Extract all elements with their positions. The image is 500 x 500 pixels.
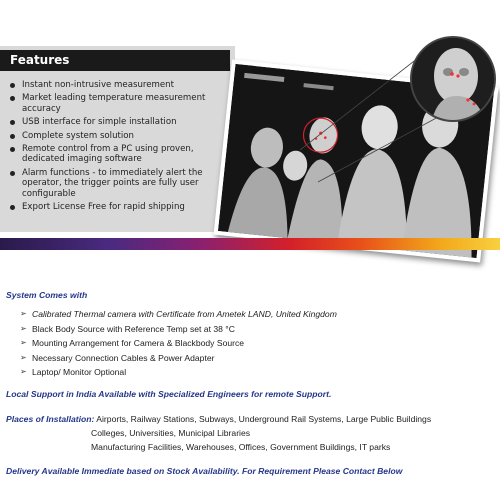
feature-item: Complete system solution <box>8 131 230 141</box>
list-item: ➢ Mounting Arrangement for Camera & Blackbody Source <box>20 336 337 351</box>
delivery-note: Delivery Available Immediate based on Stock Availability. For Requirement Please Contact Below <box>6 466 403 476</box>
support-note: Local Support in India Available with Specialized Engineers for remote Support. <box>6 389 332 399</box>
places-line-1: Airports, Railway Stations, Subways, Underground Rail Systems, Large Public Buildings <box>96 414 432 424</box>
bullet-icon <box>10 205 15 210</box>
list-item: ➢ Calibrated Thermal camera with Certificate from Ametek LAND, United Kingdom <box>20 307 337 322</box>
features-title: Features <box>0 50 230 71</box>
arrow-icon: ➢ <box>20 323 27 333</box>
arrow-icon: ➢ <box>20 367 27 377</box>
bullet-icon <box>10 83 15 88</box>
bullet-icon <box>10 96 15 101</box>
feature-item: Market leading temperature measurement accuracy <box>8 93 230 114</box>
places-line-2: Colleges, Universities, Municipal Libraries <box>91 428 251 438</box>
places-of-installation <box>6 412 496 454</box>
feature-item: Export License Free for rapid shipping <box>8 202 230 212</box>
places-line-3: Manufacturing Facilities, Warehouses, Offices, Government Buildings, IT parks <box>91 442 391 452</box>
feature-item: Alarm functions - to immediately alert the operator, the trigger points are fully user configurable <box>8 168 230 199</box>
bullet-icon <box>10 147 15 152</box>
list-item: ➢ Laptop/ Monitor Optional <box>20 365 337 380</box>
feature-item: USB interface for simple installation <box>8 117 230 127</box>
arrow-icon: ➢ <box>20 338 27 348</box>
list-item: ➢ Black Body Source with Reference Temp set at 38 °C <box>20 322 337 337</box>
bullet-icon <box>10 171 15 176</box>
bullet-icon <box>10 134 15 139</box>
feature-item: Instant non-intrusive measurement <box>8 80 230 90</box>
zoom-detail <box>410 36 496 122</box>
list-item: ➢ Necessary Connection Cables & Power Adapter <box>20 351 337 366</box>
arrow-icon: ➢ <box>20 352 27 362</box>
feature-item: Remote control from a PC using proven, dedicated imaging software <box>8 144 230 165</box>
arrow-icon: ➢ <box>20 309 27 318</box>
places-label: Places of Installation: <box>6 414 95 424</box>
color-gradient-bar <box>0 238 500 250</box>
bullet-icon <box>10 120 15 125</box>
system-items-list <box>20 307 337 380</box>
features-list <box>8 80 230 215</box>
zoomed-face-image <box>412 38 494 120</box>
system-comes-with-title: System Comes with <box>6 290 88 300</box>
